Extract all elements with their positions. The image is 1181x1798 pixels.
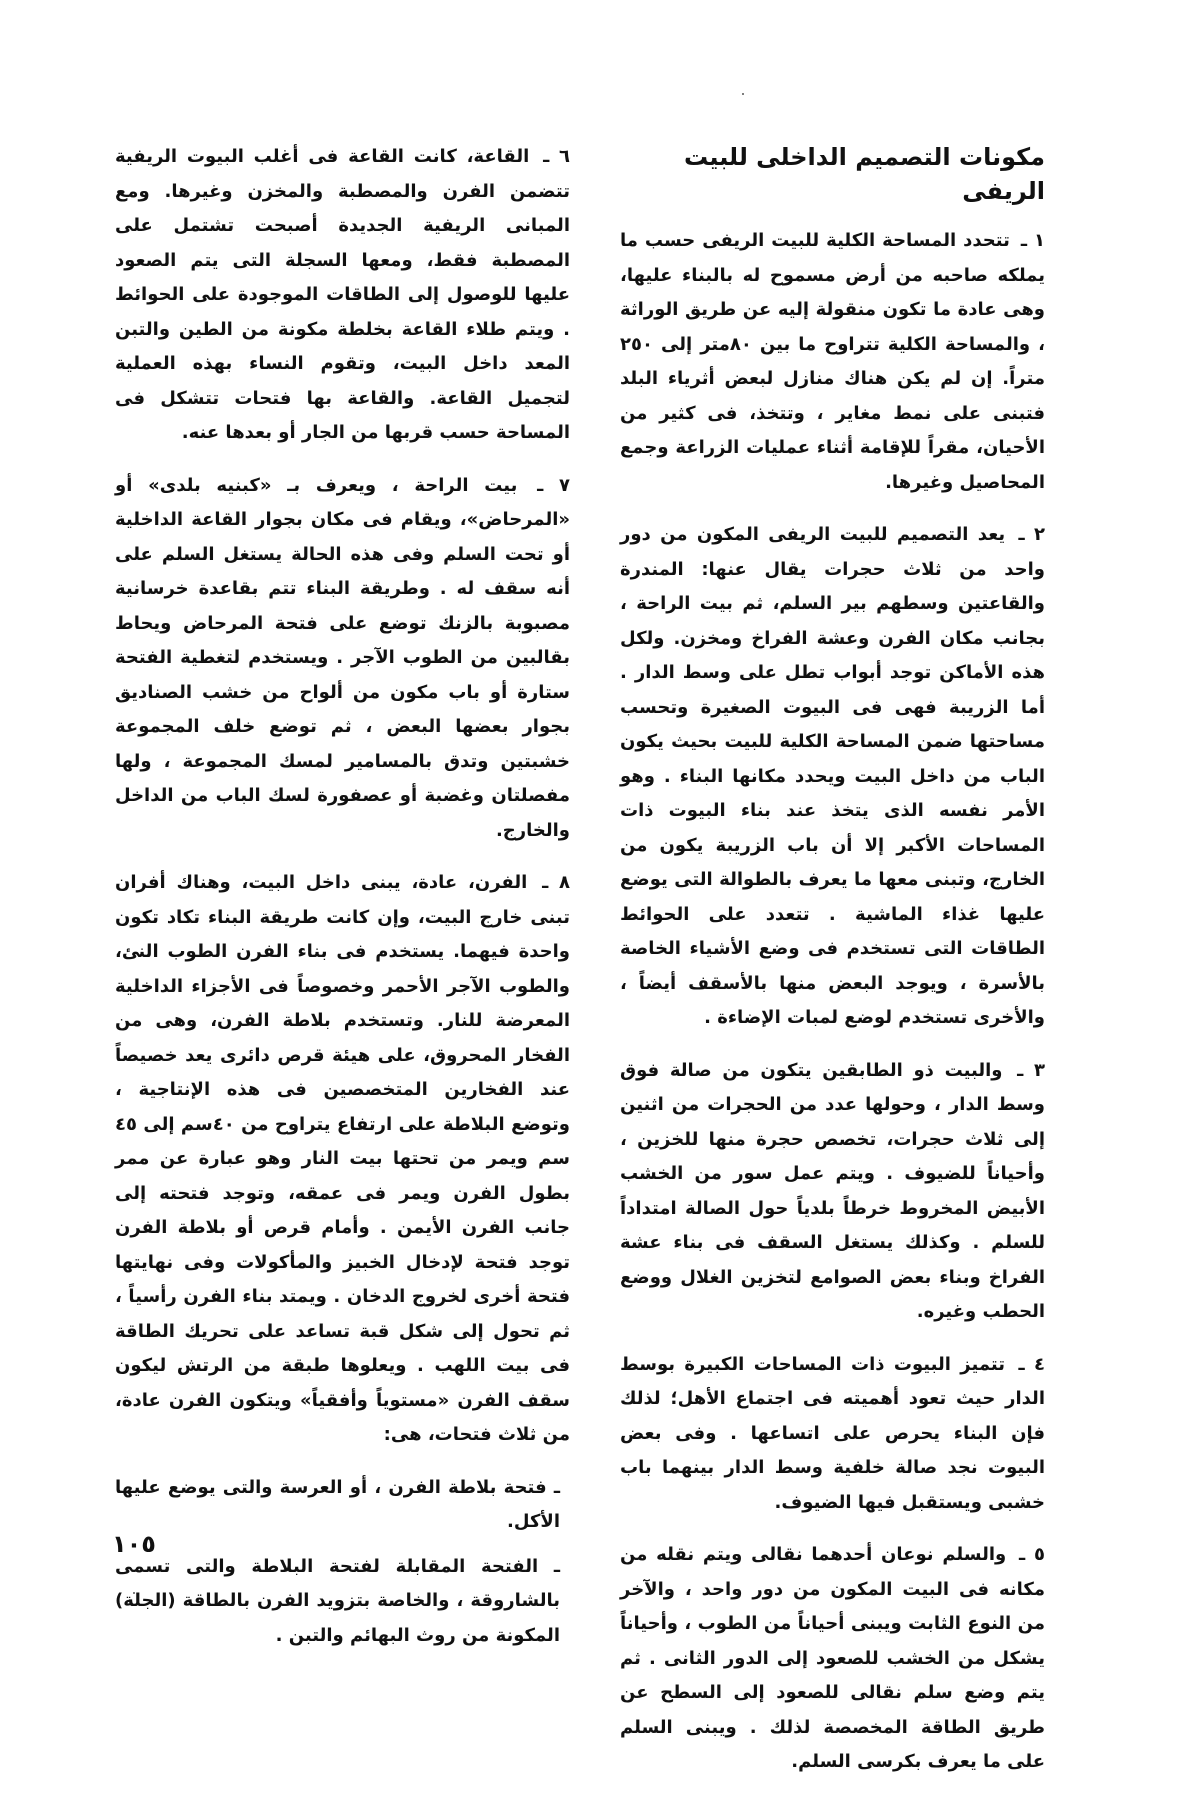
item-number: ٥ ـ bbox=[1019, 1544, 1045, 1565]
list-item bbox=[620, 224, 1045, 500]
item-number: ٣ ـ bbox=[1017, 1059, 1045, 1081]
item-text: تتحدد المساحة الكلية للبيت الريفى حسب ما يملكه صاحبه من أرض مسموح له بالبناء عليها، وهى عادة ما تكون منقولة إليه عن طريق الوراثة ، والمساحة الكلية تتراوح ما بين ٨٠متر إلى ٢٥٠ متراً. إن لم يكن هناك منازل لبعض أثرياء البلد فتبنى على نمط مغاير ، وتتخذ، فى كثير من الأحيان، مقراً للإقامة أثناء عمليات الزراعة وجمع المحاصيل وغيرها. bbox=[620, 230, 1045, 493]
list-item bbox=[620, 518, 1045, 1036]
list-item bbox=[115, 469, 570, 849]
item-text: الفرن، عادة، يبنى داخل البيت، وهناك أفران تبنى خارج البيت، وإن كانت طريقة البناء تكاد تكون واحدة فيهما. يستخدم فى بناء الفرن الطوب النئ، والطوب الآجر الأحمر وخصوصاً فى الأجزاء الداخلية المعرضة للنار. وتستخدم بلاطة الفرن، وهى من الفخار المحروق، على هيئة قرص دائرى يعد خصيصاً عند الفخارين المتخصصين فى هذه الإنتاجية ، وتوضع البلاطة على ارتفاع يتراوح من ٤٠سم إلى ٤٥ سم ويمر من تحتها بيت النار وهو عبارة عن ممر بطول الفرن ويمر فى عمقه، وتوجد فتحته إلى جانب الفرن الأيمن . وأمام قرص أو بلاطة الفرن توجد فتحة لإدخال الخبيز والمأكولات وفى نهايتها فتحة أخرى لخروج الدخان . ويمتد بناء الفرن رأسياً ، ثم تحول إلى شكل قبة تساعد على تحريك الطاقة فى بيت اللهب . ويعلوها طبقة من الرتش ليكون سقف الفرن «مستوياً وأفقياً» ويتكون الفرن عادة، من ثلاث فتحات، هى: bbox=[115, 872, 570, 1445]
list-item bbox=[620, 1054, 1045, 1330]
page-number: ١٠٥ bbox=[112, 1530, 156, 1558]
item-number: ١ ـ bbox=[1020, 230, 1045, 251]
list-item bbox=[115, 866, 570, 1453]
item-text: والبيت ذو الطابقين يتكون من صالة فوق وسط الدار ، وحولها عدد من الحجرات من اثنين إلى ثلاث حجرات، تخصص حجرة منها للخزين ، وأحياناً للضيوف . ويتم عمل سور من الخشب الأبيض المخروط خرطاً بلدياً حول الصالة امتداداً للسلم . وكذلك يستغل السقف فى بناء عشة الفراخ وبناء بعض الصوامع لتخزين الغلال ووضع الحطب وغيره. bbox=[620, 1059, 1045, 1322]
item-text: تتميز البيوت ذات المساحات الكبيرة بوسط الدار حيث تعود أهميته فى اجتماع الأهل؛ لذلك فإن البناء يحرص على اتساعها . وفى بعض البيوت نجد صالة خلفية وسط الدار بينهما باب خشبى ويستقبل فيها الضيوف. bbox=[620, 1353, 1045, 1513]
right-column bbox=[620, 140, 1045, 1798]
left-column bbox=[115, 140, 570, 1663]
item-number: ٨ ـ bbox=[542, 872, 570, 893]
item-number: ٧ ـ bbox=[537, 474, 570, 496]
section-title: مكونات التصميم الداخلى للبيت الريفى bbox=[684, 143, 1045, 205]
scan-speck bbox=[742, 93, 744, 95]
item-text: القاعة، كانت القاعة فى أغلب البيوت الريفية تتضمن الفرن والمصطبة والمخزن وغيرها. ومع المبانى الريفية الجديدة أصبحت تشتمل على المصطبة فقط، ومعها السجلة التى يتم الصعود عليها للوصول إلى الطاقات الموجودة على الحوائط . ويتم طلاء القاعة بخلطة مكونة من الطين والتبن المعد داخل البيت، وتقوم النساء بهذه العملية لتجميل القاعة. والقاعة بها فتحات تتشكل فى المساحة حسب قربها من الجار أو بعدها عنه. bbox=[115, 146, 570, 443]
list-item bbox=[620, 1538, 1045, 1780]
sub-item: ـ الفتحة المقابلة لفتحة البلاطة والتى تسمى بالشاروقة ، والخاصة بتزويد الفرن بالطاقة (الجلة) المكونة من روث البهائم والتبن . bbox=[115, 1555, 560, 1646]
item-text: يعد التصميم للبيت الريفى المكون من دور واحد من ثلاث حجرات يقال عنها: المندرة والقاعتين وسطهم بير السلم، ثم بيت الراحة ، بجانب مكان الفرن وعشة الفراخ ومخزن. ولكل هذه الأماكن توجد أبواب تطل على وسط الدار . أما الزريبة فهى فى البيوت الصغيرة وتحسب مساحتها ضمن المساحة الكلية للبيت بحيث يكون الباب من داخل البيت ويحدد مكانها البناء . وهو الأمر نفسه الذى يتخذ عند بناء البيوت ذات المساحات الأكبر إلا أن باب الزريبة يكون من الخارج، وتبنى معها ما يعرف بالطوالة التى يوضع عليها غذاء الماشية . تتعدد على الحوائط الطاقات التى تستخدم فى وضع الأشياء الخاصة بالأسرة ، ويوجد البعض منها بالأسقف أيضاً ، والأخرى تستخدم لوضع لمبات الإضاءة . bbox=[620, 524, 1045, 1028]
item-number: ٢ ـ bbox=[1018, 524, 1045, 545]
item-text: بيت الراحة ، ويعرف بـ «كبنيه بلدى» أو «المرحاض»، ويقام فى مكان بجوار القاعة الداخلية أو تحت السلم وفى هذه الحالة يستغل السلم على أنه سقف له . وطريقة البناء تتم بقاعدة خرسانية مصبوبة بالزنك توضع على فتحة المرحاض ويحاط بقالبين من الطوب الآجر . ويستخدم لتغطية الفتحة ستارة أو باب مكون من ألواح من خشب الصناديق بجوار بعضها البعض ، ثم توضع خلف المجموعة خشبتين وتدق بالمسامير لمسك المجموعة ، ولها مفصلتان وغضبة أو عصفورة لسك الباب من الداخل والخارج. bbox=[115, 474, 570, 841]
list-item bbox=[115, 140, 570, 451]
list-item bbox=[620, 1348, 1045, 1521]
sub-item: ـ فتحة بلاطة الفرن ، أو العرسة والتى يوضع عليها الأكل. bbox=[115, 1476, 560, 1532]
item-text: والسلم نوعان أحدهما نقالى ويتم نقله من مكانه فى البيت المكون من دور واحد ، والآخر من النوع الثابت ويبنى أحياناً من الطوب ، وأحياناً يشكل من الخشب للصعود إلى الدور الثانى . ثم يتم وضع سلم نقالى للصعود إلى السطح عن طريق الطاقة المخصصة لذلك . ويبنى السلم على ما يعرف بكرسى السلم. bbox=[620, 1544, 1045, 1772]
item-number: ٤ ـ bbox=[1018, 1353, 1045, 1375]
item-number: ٦ ـ bbox=[543, 146, 570, 167]
